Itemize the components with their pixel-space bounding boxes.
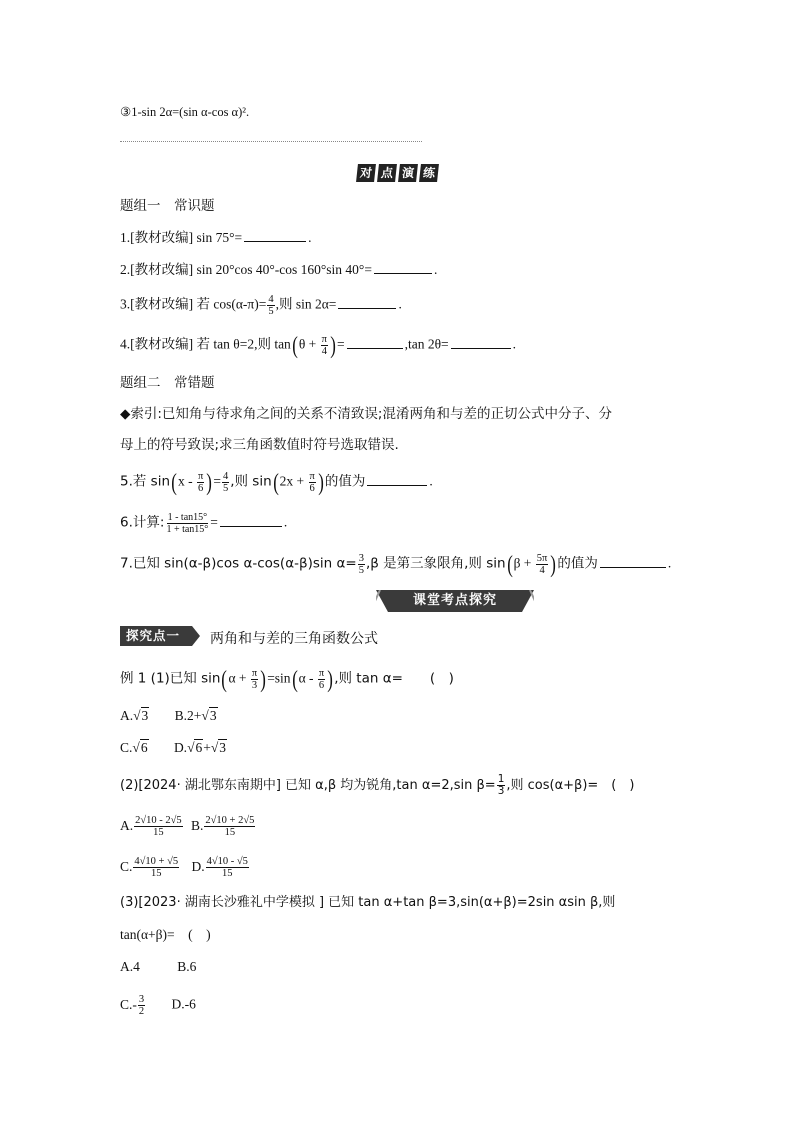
answer-blank <box>244 229 306 242</box>
answer-blank <box>600 555 666 568</box>
left-paren: ( <box>221 666 228 693</box>
option-fraction <box>134 815 183 838</box>
q7-inner: β + <box>513 555 535 571</box>
option-a: A.4 <box>120 959 140 974</box>
q6-prefix: 6.计算: <box>120 514 165 531</box>
question-5: 5.若 sin(x - $\frac{\pi}{6}$ )= $\frac{4}{5}$ ,则 sin(2x + $\frac{\pi}{6}$ )的值为 . <box>120 469 433 496</box>
option-fraction <box>133 856 179 879</box>
frac-den: 3 <box>497 785 505 797</box>
option-b <box>191 815 256 838</box>
ex1-prefix: 例 1 (1)已知 sin <box>120 670 221 687</box>
frac-num: 4√10 - √5 <box>206 856 248 867</box>
q5-value-fraction <box>222 471 229 494</box>
banner-char: 演 <box>398 164 418 182</box>
radicand: 3 <box>141 708 149 723</box>
frac-den: 6 <box>309 483 315 494</box>
option-fraction <box>138 994 145 1017</box>
q6-fraction <box>165 512 209 535</box>
frac-den: 4 <box>321 346 327 357</box>
question-3: 3.[教材改编] 若 cos(α-π)= $\frac{4}{5}$ ,则 sin 2α= . <box>120 294 402 317</box>
section-band-label: 课堂考点探究 <box>412 593 497 608</box>
frac-num: 4 <box>268 294 274 305</box>
ex1-inner2: α - <box>298 670 317 686</box>
point-title: 两角和与差的三角函数公式 <box>210 631 378 647</box>
ex2-suffix: ,则 cos(α+β)= ( ) <box>506 778 635 793</box>
right-paren: ) <box>206 469 213 496</box>
q5-prefix: 5.若 sin <box>120 473 171 490</box>
q5-eq: = <box>213 473 221 489</box>
right-paren: ) <box>260 666 266 693</box>
answer-blank <box>367 473 427 486</box>
point-tag <box>120 626 200 646</box>
q7-pi-fraction <box>536 553 549 576</box>
q5-mid: ,则 sin <box>230 473 272 490</box>
option-label: C. <box>120 858 133 874</box>
frac-den: 1 + tan15° <box>166 524 209 535</box>
ex2-fraction <box>497 774 506 797</box>
question-4: 4.[教材改编] 若 tan θ=2,则 tan(θ + $\frac{\pi}{4}$ )= ,tan 2θ= . <box>120 332 517 359</box>
frac-num: 1 - tan15° <box>167 512 208 523</box>
option-label: D. <box>191 858 205 874</box>
q5-inner2: 2x + <box>279 473 308 489</box>
frac-den: 15 <box>150 868 162 879</box>
example3-stem-line1: (3)[2023· 湖南长沙雅礼中学模拟 ] 已知 tan α+tan β=3,sin(α+β)=2sin αsin β,则 <box>120 895 616 910</box>
example2-options-row1 <box>120 815 256 838</box>
q6-eq: = <box>210 514 218 530</box>
example3-options-row2 <box>120 994 196 1017</box>
radicand: 6 <box>140 740 148 755</box>
answer-blank <box>451 336 511 349</box>
option-c: C.√6 <box>120 740 148 755</box>
frac-num: 2√10 + 2√5 <box>205 815 255 826</box>
frac-den: 6 <box>318 680 325 691</box>
q3-prefix: 3.[教材改编] 若 cos(α-π)= <box>120 296 267 312</box>
option-b: B.6 <box>177 959 197 974</box>
option-label: C.- <box>120 996 137 1012</box>
q7-prefix: 7.已知 sin(α-β)cos α-cos(α-β)sin α= <box>120 555 357 572</box>
q7-mid: ,β 是第三象限角,则 sin <box>365 555 506 572</box>
frac-num: π <box>198 471 204 482</box>
index-note-line2: 母上的符号致误;求三角函数值时符号选取错误. <box>120 437 399 453</box>
frac-den: 15 <box>153 827 164 838</box>
option-fraction <box>206 856 249 879</box>
practice-banner <box>357 164 438 182</box>
ex2-stem: (2)[2024· 湖北鄂东南期中] 已知 α,β 均为锐角,tan α=2,sin β= <box>120 778 496 793</box>
frac-num: π <box>309 471 315 482</box>
option-a <box>120 815 184 838</box>
option-label: D. <box>173 740 188 755</box>
example1-options-row1 <box>120 707 234 725</box>
answer-blank <box>374 261 432 274</box>
q7-suffix: 的值为 <box>557 555 598 572</box>
frac-num: 5π <box>536 553 548 564</box>
q2-text: 2.[教材改编] sin 20°cos 40°-cos 160°sin 40°= <box>120 262 372 277</box>
question-1: 1.[教材改编] sin 75°= . <box>120 230 312 245</box>
frac-den: 4 <box>539 565 545 576</box>
right-paren: ) <box>330 332 336 359</box>
option-d: D.√6+√3 <box>173 740 227 755</box>
q4-prefix: 4.[教材改编] 若 tan θ=2,则 tan <box>120 336 291 352</box>
question-7: 7.已知 sin(α-β)cos α-cos(α-β)sin α= $\frac{3}{5}$ ,β 是第三象限角,则 sin(β + $\frac{5\pi}{4}$ )的值为 . <box>120 551 672 578</box>
section-band <box>376 590 534 612</box>
option-label: B. <box>191 817 204 833</box>
option-fraction <box>204 815 255 838</box>
point-tag-label: 探究点一 <box>126 628 181 643</box>
example3-options-row1 <box>120 958 212 976</box>
q4-tail: ,tan 2θ= <box>404 336 449 352</box>
q3-fraction <box>267 294 274 317</box>
left-paren: ( <box>272 469 279 496</box>
option-label: B.2+ <box>174 708 202 723</box>
answer-blank <box>220 514 282 527</box>
frac-den: 2 <box>138 1006 145 1017</box>
q5-pi-fraction <box>197 471 204 494</box>
answer-blank <box>347 336 403 349</box>
frac-num: 2√10 - 2√5 <box>135 815 182 826</box>
frac-den: 15 <box>221 868 233 879</box>
frac-num: 4√10 + √5 <box>134 856 179 867</box>
right-paren: ) <box>550 551 557 578</box>
left-paren: ( <box>291 666 298 693</box>
left-paren: ( <box>292 332 298 359</box>
option-label: C. <box>120 740 133 755</box>
example1-options-row2 <box>120 739 243 757</box>
option-label: A. <box>120 817 134 833</box>
frac-num: π <box>318 668 325 679</box>
q4-eq: = <box>336 336 345 352</box>
group1-title: 题组一 常识题 <box>120 198 215 214</box>
example3-stem-line2: tan(α+β)= ( ) <box>120 927 211 942</box>
q4-inner: θ + <box>298 336 320 352</box>
ex1-suffix: ,则 tan α= ( ) <box>334 670 454 687</box>
q5-inner: x - <box>178 473 197 489</box>
ex1-pi-fraction <box>251 668 258 691</box>
frac-num: 3 <box>138 994 145 1005</box>
frac-den: 6 <box>198 483 204 494</box>
q3-suffix: ,则 sin 2α= <box>275 296 337 312</box>
dotted-divider <box>120 141 422 142</box>
frac-den: 5 <box>222 483 229 494</box>
answer-blank <box>338 296 396 309</box>
frac-den: 3 <box>251 680 258 691</box>
left-paren: ( <box>506 551 513 578</box>
right-paren: ) <box>318 469 324 496</box>
index-note-line1: ◆索引:已知角与待求角之间的关系不清致误;混淆两角和与差的正切公式中分子、分 <box>120 406 612 422</box>
radicand: 6 <box>195 740 203 755</box>
example2-stem <box>120 774 634 797</box>
banner-char: 练 <box>419 164 439 182</box>
option-c <box>120 994 146 1017</box>
right-paren: ) <box>327 666 334 693</box>
radicand: 3 <box>219 740 227 755</box>
question-6: 6.计算: $\frac{1 - \tan 15^\circ}{1 + \tan 15^\circ}$ = . <box>120 512 288 535</box>
frac-num: 1 <box>497 773 505 785</box>
frac-den: 5 <box>358 565 364 576</box>
q4-pi-fraction <box>321 334 328 357</box>
option-c <box>120 856 180 879</box>
option-a: A.√3 <box>120 708 149 723</box>
option-b: B.2+√3 <box>174 708 217 723</box>
frac-num: 4 <box>222 471 229 482</box>
banner-char: 点 <box>377 164 397 182</box>
option-label: A. <box>120 708 134 723</box>
option-d: D.-6 <box>171 996 196 1012</box>
q5-pi-fraction-2 <box>309 471 316 494</box>
option-d <box>191 856 249 879</box>
ex1-inner1: α + <box>228 670 250 686</box>
radicand: 3 <box>209 708 217 723</box>
group2-title: 题组二 常错题 <box>120 375 215 391</box>
frac-den: 15 <box>224 827 236 838</box>
frac-den: 5 <box>268 306 274 317</box>
ex1-pi-fraction-2 <box>318 668 325 691</box>
frac-num: π <box>321 334 327 345</box>
frac-num: 3 <box>358 553 364 564</box>
ex1-eq: =sin <box>267 670 291 686</box>
question-2: 2.[教材改编] sin 20°cos 40°-cos 160°sin 40°= . <box>120 262 438 277</box>
plus-sign: + <box>203 740 211 755</box>
q7-fraction <box>358 553 365 576</box>
banner-char: 对 <box>356 164 376 182</box>
top-formula: ③1-sin 2α=(sin α-cos α)². <box>120 105 250 119</box>
example1-stem <box>120 668 454 691</box>
left-paren: ( <box>171 469 177 496</box>
q1-text: 1.[教材改编] sin 75°= <box>120 230 243 245</box>
example2-options-row2 <box>120 856 250 879</box>
q5-suffix: 的值为 <box>324 473 366 490</box>
frac-num: π <box>251 668 258 679</box>
